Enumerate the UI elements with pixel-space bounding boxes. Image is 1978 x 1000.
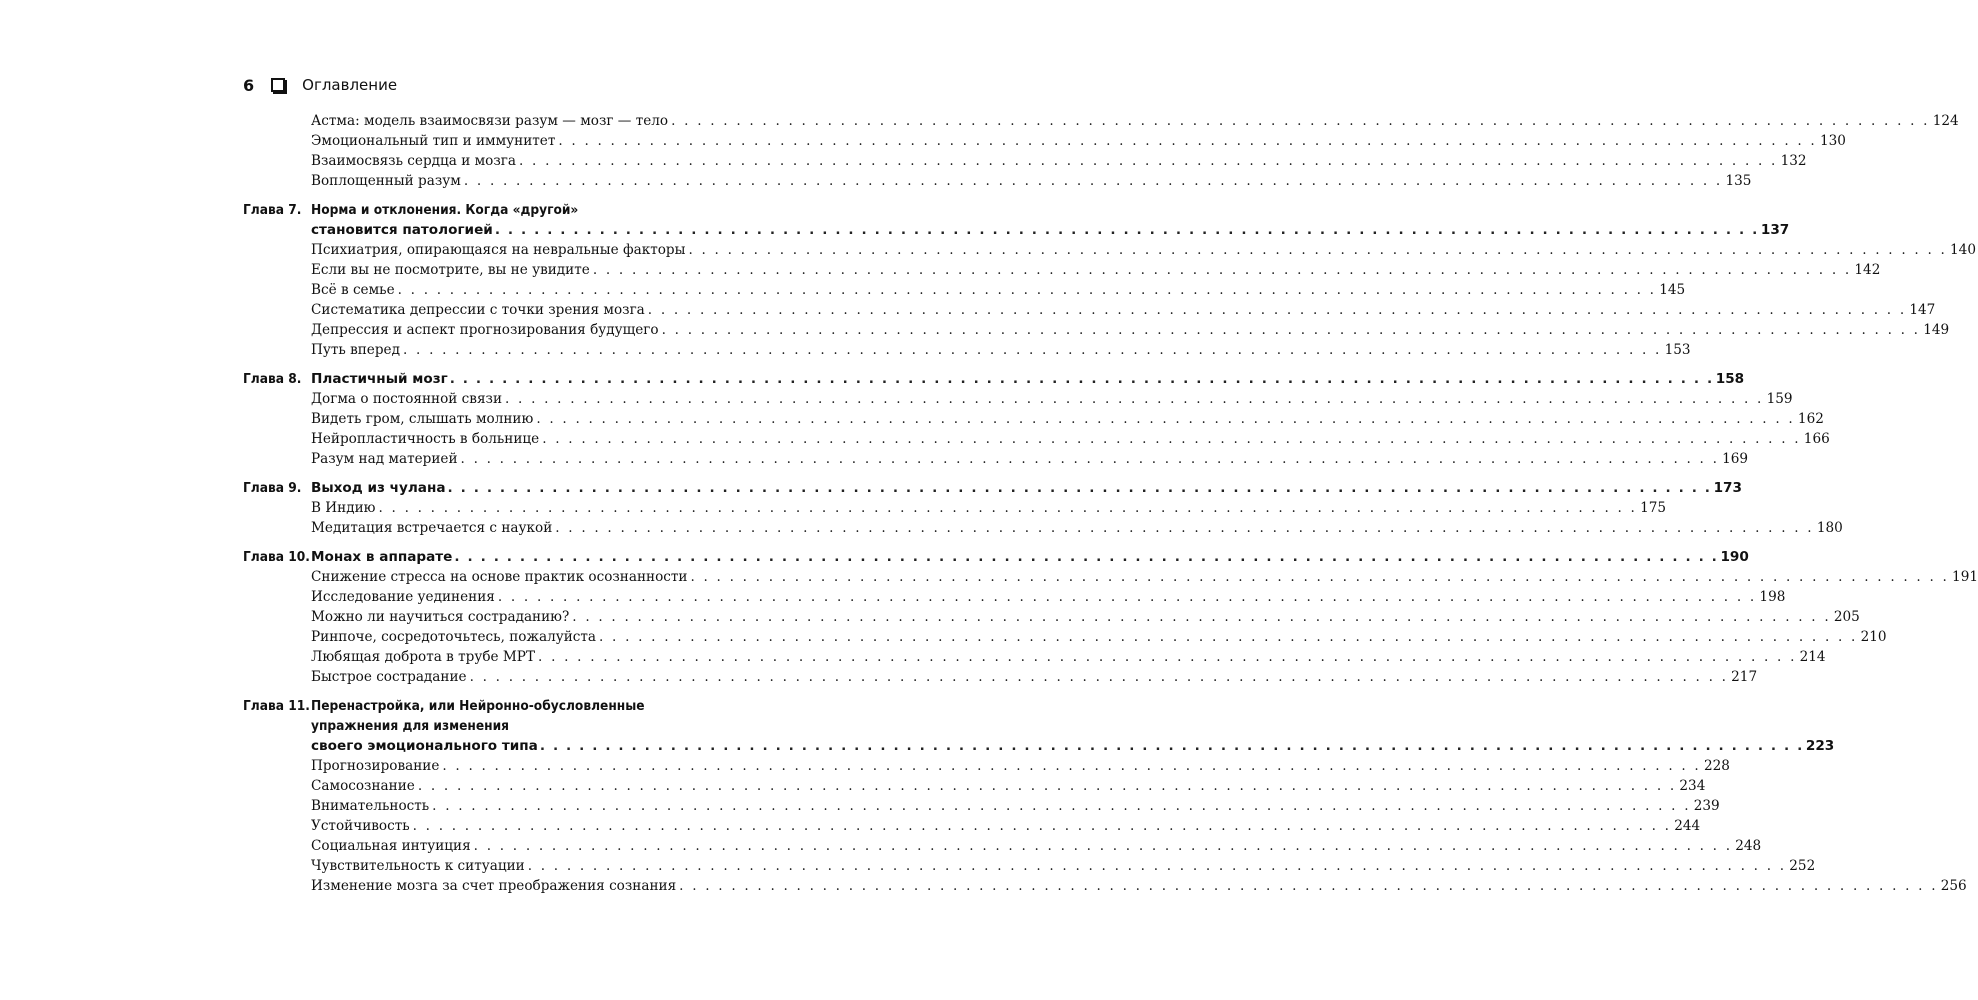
dot-leader	[558, 131, 1817, 151]
chapter-title-text: Монах в аппарате	[311, 549, 453, 565]
chapter-heading[interactable]	[243, 369, 1745, 389]
toc-entry[interactable]	[243, 776, 1706, 796]
dot-leader	[498, 587, 1757, 607]
dot-leader	[379, 498, 1638, 518]
entry-title: Чувствительность к ситуации	[311, 858, 525, 874]
chapter-page-number: 173	[1713, 480, 1742, 496]
entry-title: Снижение стресса на основе практик осознанности	[311, 569, 688, 585]
toc-entry[interactable]	[243, 816, 1701, 836]
entry-page-number: 191	[1952, 569, 1978, 585]
dot-leader	[470, 667, 1729, 687]
entry-page-number: 252	[1789, 858, 1816, 874]
toc-chapter	[243, 200, 1976, 360]
entry-page-number: 214	[1799, 649, 1826, 665]
entry-title: Разум над материей	[311, 451, 458, 467]
entry-title: Видеть гром, слышать молнию	[311, 411, 534, 427]
entry-title: Устойчивость	[311, 818, 410, 834]
toc-entry[interactable]	[243, 607, 1860, 627]
entry-title: Исследование уединения	[311, 589, 495, 605]
entry-page-number: 147	[1909, 302, 1936, 318]
entry-page-number: 162	[1797, 411, 1824, 427]
entry-page-number: 166	[1803, 431, 1830, 447]
chapter-title-line: Перенастройка, или Нейронно-обусловленные	[311, 698, 645, 714]
entry-title: Можно ли научиться состраданию?	[311, 609, 570, 625]
toc-entry[interactable]	[243, 498, 1667, 518]
dot-leader	[572, 607, 1831, 627]
chapter-title	[311, 200, 1789, 240]
dot-leader	[442, 756, 1701, 776]
dot-leader	[536, 409, 1795, 429]
toc-entry[interactable]	[243, 567, 1978, 587]
dot-leader	[398, 280, 1657, 300]
entry-page-number: 239	[1693, 798, 1720, 814]
entry-page-number: 142	[1854, 262, 1881, 278]
chapter-heading[interactable]	[243, 200, 1790, 240]
chapter-page-number: 190	[1720, 549, 1749, 565]
entry-page-number: 153	[1664, 342, 1691, 358]
dot-leader	[538, 647, 1797, 667]
chapter-number: Глава 9.	[243, 480, 302, 496]
entry-title: В Индию	[311, 500, 376, 516]
dot-leader	[413, 816, 1672, 836]
entry-title: Изменение мозга за счет преображения сознания	[311, 878, 677, 894]
dot-leader	[688, 240, 1947, 260]
entry-page-number: 228	[1703, 758, 1730, 774]
toc-entry[interactable]	[243, 111, 1959, 131]
toc-entry[interactable]	[243, 429, 1830, 449]
entry-page-number: 132	[1780, 153, 1807, 169]
dot-leader	[662, 320, 1921, 340]
chapter-title-last-line	[311, 478, 1742, 498]
chapter-title	[311, 696, 1834, 756]
dot-leader	[593, 260, 1852, 280]
toc-entry[interactable]	[243, 389, 1793, 409]
chapter-number: Глава 7.	[243, 202, 302, 218]
dot-leader	[542, 429, 1801, 449]
chapter-page-number: 223	[1805, 738, 1835, 754]
toc-chapter	[243, 478, 1843, 538]
entry-title: Психиатрия, опирающаяся на невральные факторы	[311, 242, 686, 258]
toc-entry[interactable]	[243, 796, 1720, 816]
chapter-title-last-line	[311, 736, 1834, 756]
toc-entry[interactable]	[243, 240, 1976, 260]
entry-page-number: 140	[1950, 242, 1976, 258]
square-bullet-icon	[271, 78, 285, 92]
chapter-title-line: Норма и отклонения. Когда «другой»	[311, 202, 579, 218]
dot-leader	[690, 567, 1949, 587]
toc-entry[interactable]	[243, 280, 1686, 300]
dot-leader	[540, 736, 1804, 756]
entry-page-number: 124	[1932, 113, 1959, 129]
header-title: Оглавление	[302, 76, 398, 94]
chapter-title-line: упражнения для изменения	[311, 718, 510, 734]
toc-entry[interactable]	[243, 518, 1843, 538]
dot-leader	[505, 389, 1764, 409]
dot-leader	[528, 856, 1787, 876]
toc-entry[interactable]	[243, 627, 1887, 647]
toc-entry[interactable]	[243, 300, 1936, 320]
dot-leader	[454, 547, 1718, 567]
toc-entry[interactable]	[243, 131, 1846, 151]
toc-chapter	[243, 696, 1967, 896]
chapter-title-last-line	[311, 220, 1789, 240]
toc-chapter	[243, 111, 1959, 191]
toc-entry[interactable]	[243, 587, 1786, 607]
entry-title: Догма о постоянной связи	[311, 391, 503, 407]
chapter-title	[311, 369, 1744, 389]
entry-title: Социальная интуиция	[311, 838, 471, 854]
toc-entry[interactable]	[243, 876, 1967, 896]
dot-leader	[679, 876, 1938, 896]
toc-entry[interactable]	[243, 151, 1807, 171]
chapter-title	[311, 478, 1742, 498]
entry-page-number: 145	[1659, 282, 1686, 298]
entry-page-number: 248	[1735, 838, 1762, 854]
chapter-page-number: 158	[1715, 371, 1745, 387]
toc-entry[interactable]	[243, 667, 1758, 687]
entry-page-number: 159	[1766, 391, 1793, 407]
header-page-number: 6	[243, 75, 255, 95]
toc-entry[interactable]	[243, 836, 1762, 856]
chapter-title-text: своего эмоционального типа	[311, 738, 538, 754]
entry-title: Нейропластичность в больнице	[311, 431, 540, 447]
toc-entry[interactable]	[243, 260, 1881, 280]
entry-page-number: 149	[1923, 322, 1950, 338]
chapter-page-number: 137	[1760, 222, 1790, 238]
entry-title: Внимательность	[311, 798, 430, 814]
dot-leader	[464, 171, 1723, 191]
dot-leader	[403, 340, 1662, 360]
entry-title: Астма: модель взаимосвязи разум — мозг — тело	[311, 113, 669, 129]
dot-leader	[432, 796, 1691, 816]
dot-leader	[461, 449, 1720, 469]
chapter-heading[interactable]	[243, 696, 1835, 756]
toc-entry[interactable]	[243, 409, 1824, 429]
chapter-number: Глава 11.	[243, 698, 310, 714]
toc-entry[interactable]	[243, 856, 1816, 876]
entry-page-number: 217	[1731, 669, 1758, 685]
toc-chapter	[243, 369, 1830, 469]
chapter-title	[311, 547, 1749, 567]
dot-leader	[418, 776, 1677, 796]
chapter-title-text: Пластичный мозг	[311, 371, 448, 387]
entry-title: Взаимосвязь сердца и мозга	[311, 153, 516, 169]
chapter-number: Глава 8.	[243, 371, 302, 387]
entry-page-number: 234	[1679, 778, 1706, 794]
entry-page-number: 169	[1722, 451, 1749, 467]
dot-leader	[671, 111, 1930, 131]
dot-leader	[555, 518, 1814, 538]
dot-leader	[599, 627, 1858, 647]
entry-title: Воплощенный разум	[311, 173, 461, 189]
entry-page-number: 180	[1816, 520, 1843, 536]
dot-leader	[450, 369, 1714, 389]
entry-title: Любящая доброта в трубе МРТ	[311, 649, 536, 665]
entry-title: Всё в семье	[311, 282, 395, 298]
dot-leader	[474, 836, 1733, 856]
entry-title: Ринпоче, сосредоточьтесь, пожалуйста	[311, 629, 596, 645]
chapter-title-last-line	[311, 547, 1749, 567]
toc-entry[interactable]	[243, 756, 1730, 776]
entry-page-number: 175	[1640, 500, 1667, 516]
chapter-title-last-line	[311, 369, 1744, 389]
toc-entry[interactable]	[243, 647, 1826, 667]
entry-title: Быстрое сострадание	[311, 669, 467, 685]
dot-leader	[648, 300, 1907, 320]
entry-page-number: 205	[1833, 609, 1860, 625]
toc-chapter	[243, 547, 1978, 687]
chapter-heading[interactable]	[243, 547, 1749, 567]
entry-title: Медитация встречается с наукой	[311, 520, 553, 536]
dot-leader	[448, 478, 1712, 498]
entry-title: Если вы не посмотрите, вы не увидите	[311, 262, 590, 278]
entry-title: Путь вперед	[311, 342, 400, 358]
toc-entry[interactable]	[243, 340, 1691, 360]
toc-entry[interactable]	[243, 171, 1752, 191]
entry-title: Эмоциональный тип и иммунитет	[311, 133, 556, 149]
dot-leader	[495, 220, 1759, 240]
chapter-title-text: Выход из чулана	[311, 480, 446, 496]
entry-title: Самосознание	[311, 778, 415, 794]
chapter-heading[interactable]	[243, 478, 1742, 498]
entry-page-number: 256	[1940, 878, 1967, 894]
entry-page-number: 198	[1759, 589, 1786, 605]
entry-page-number: 135	[1725, 173, 1752, 189]
dot-leader	[519, 151, 1778, 171]
running-header	[243, 73, 397, 97]
entry-page-number: 130	[1819, 133, 1846, 149]
entry-title: Прогнозирование	[311, 758, 440, 774]
entry-page-number: 244	[1674, 818, 1701, 834]
toc-entry[interactable]	[243, 320, 1950, 340]
entry-page-number: 210	[1860, 629, 1887, 645]
table-of-contents	[243, 111, 1978, 896]
chapter-title-text: становится патологией	[311, 222, 493, 238]
toc-entry[interactable]	[243, 449, 1749, 469]
chapter-number: Глава 10.	[243, 549, 310, 565]
entry-title: Систематика депрессии с точки зрения мозга	[311, 302, 645, 318]
entry-title: Депрессия и аспект прогнозирования будущего	[311, 322, 659, 338]
